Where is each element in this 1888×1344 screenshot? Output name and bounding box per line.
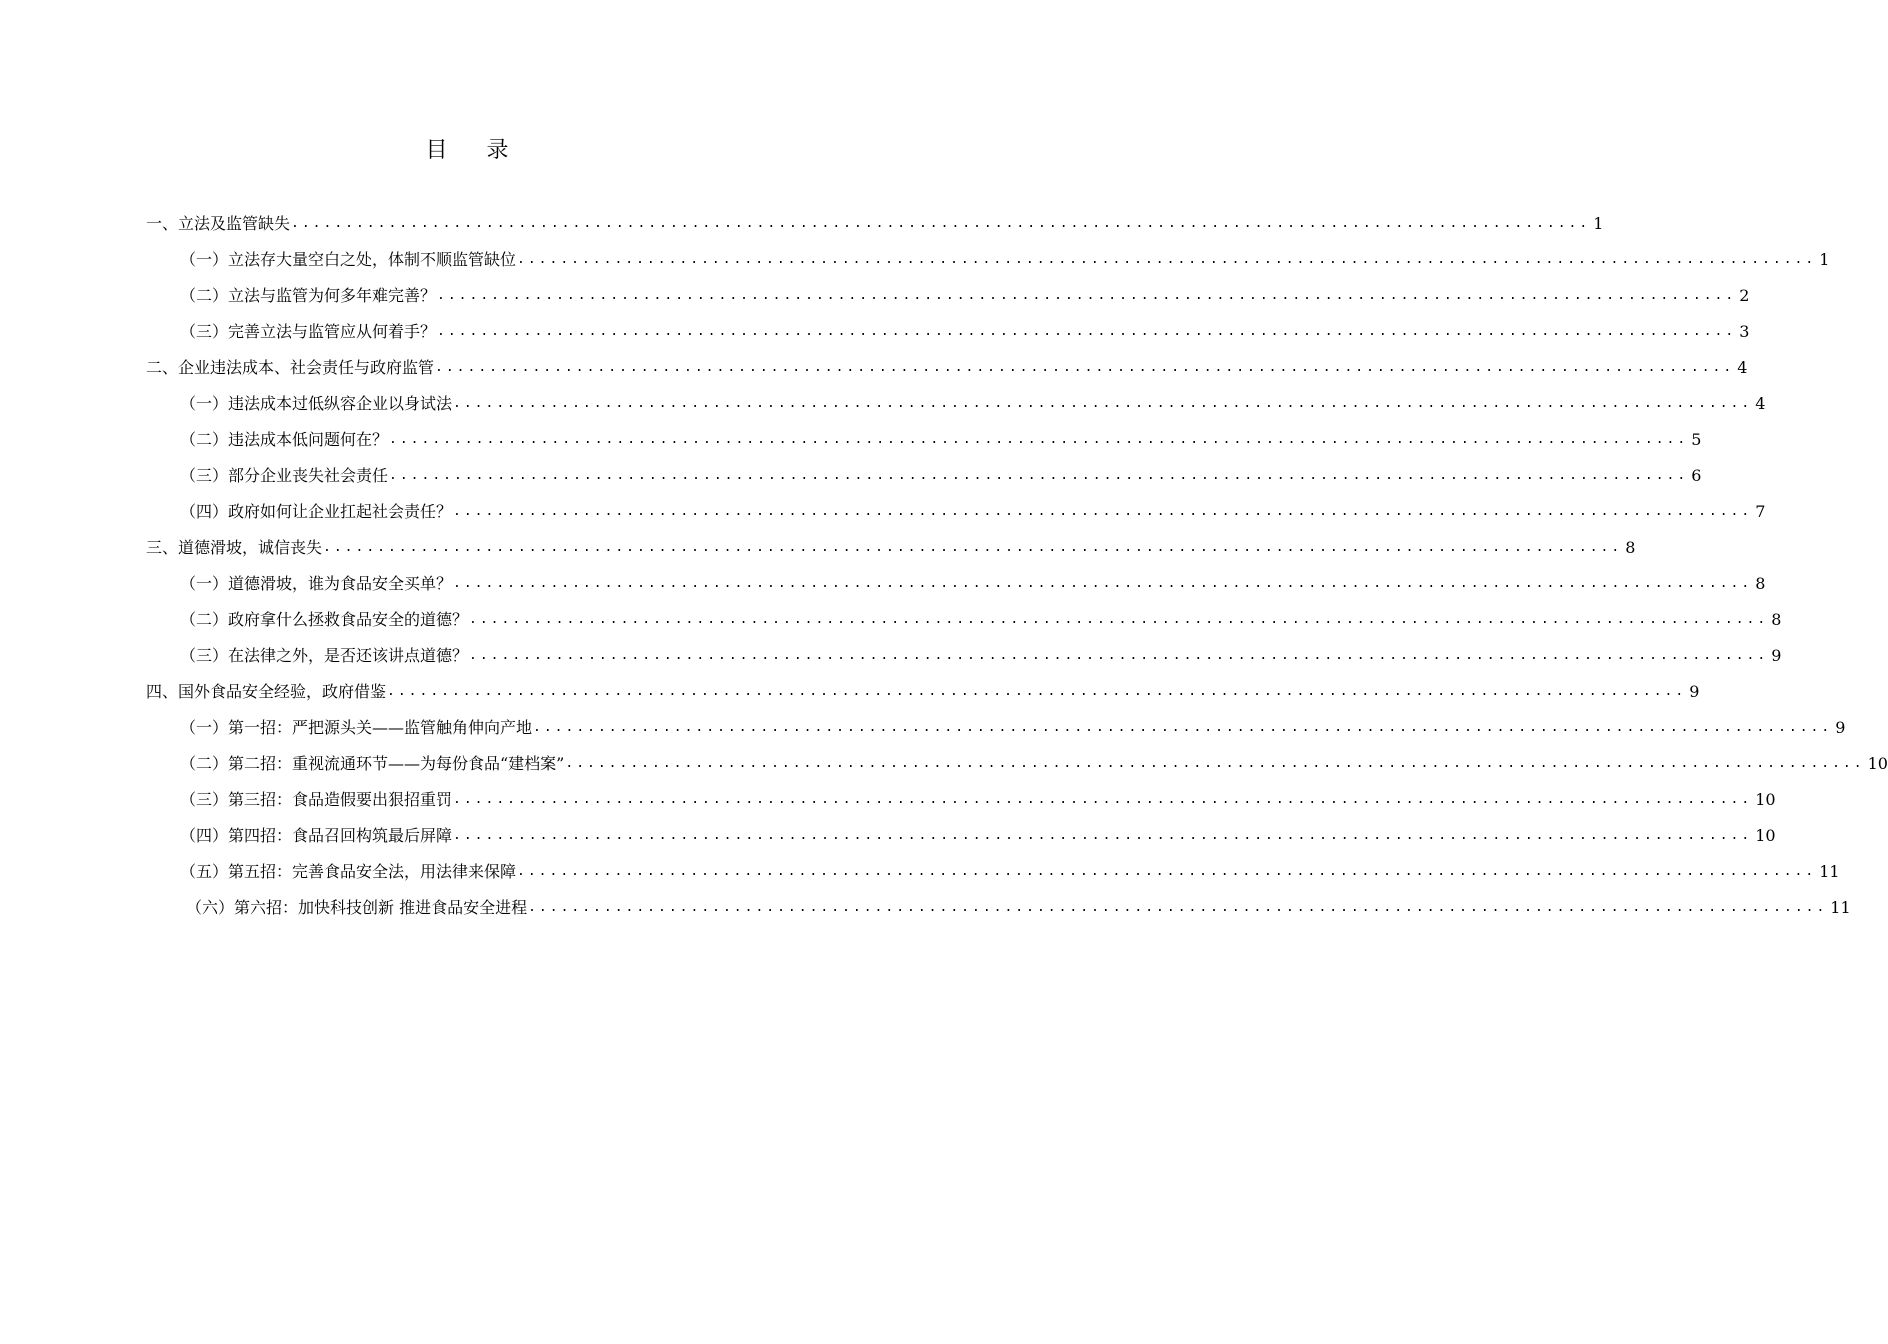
toc-page-number: 11 [1819,862,1840,881]
toc-entry[interactable] [180,283,1750,309]
toc-entry[interactable] [180,859,1840,885]
toc-entry-text: （三）第三招：食品造假要出狠招重罚 [180,790,453,809]
toc-dot-leader: ........................................................................................................................ [469,648,1769,663]
toc-entry[interactable] [180,571,1766,597]
toc-entry-text: （二）第二招：重视流通环节——为每份食品“建档案” [180,754,565,773]
toc-entry[interactable] [146,355,1748,381]
toc-dot-leader: ........................................................................................................................ [453,504,1753,519]
toc-dot-leader: ........................................................................................................................ [517,252,1817,267]
toc-dot-leader: ........................................................................................................................ [528,900,1828,915]
toc-page-number: 10 [1755,790,1776,809]
toc-dot-leader: ........................................................................................................................ [453,576,1753,591]
toc-entry[interactable] [180,823,1776,849]
toc-entry-text: （三）在法律之外，是否还该讲点道德？ [180,646,469,665]
toc-entry[interactable] [180,463,1702,489]
toc-entry-text: （一）第一招：严把源头关——监管触角伸向产地 [180,718,533,737]
toc-entry[interactable] [180,391,1766,417]
toc-entry[interactable] [180,499,1766,525]
toc-dot-leader: ........................................................................................................................ [323,540,1623,555]
toc-page-number: 9 [1689,682,1700,701]
toc-entry[interactable] [180,643,1782,669]
toc-entry-text: （二）政府拿什么拯救食品安全的道德？ [180,610,469,629]
toc-page-number: 1 [1593,214,1604,233]
toc-page-number: 8 [1625,538,1636,557]
toc-entry-text: （一）道德滑坡，谁为食品安全买单？ [180,574,453,593]
toc-dot-leader: ........................................................................................................................ [437,288,1737,303]
toc-entry-text: （四）政府如何让企业扛起社会责任？ [180,502,453,521]
toc-entry[interactable] [180,715,1846,741]
toc-entry[interactable] [180,427,1702,453]
toc-entry-text: （五）第五招：完善食品安全法，用法律来保障 [180,862,517,881]
toc-entry-text: 二、企业违法成本、社会责任与政府监管 [146,358,435,377]
toc-page-number: 9 [1771,646,1782,665]
toc-page-number: 3 [1739,322,1750,341]
toc-page-number: 2 [1739,286,1750,305]
toc-page-number: 8 [1755,574,1766,593]
toc-page-number: 8 [1771,610,1782,629]
toc-entry-text: 一、立法及监管缺失 [146,214,291,233]
toc-title: 目 录 [425,138,525,163]
toc-dot-leader: ........................................................................................................................ [453,828,1753,843]
toc-entry[interactable] [186,895,1851,921]
toc-entry-text: 四、国外食品安全经验，政府借鉴 [146,682,387,701]
toc-entry-text: （四）第四招：食品召回构筑最后屏障 [180,826,453,845]
toc-dot-leader: ........................................................................................................................ [565,756,1865,771]
toc-entry[interactable] [180,607,1782,633]
toc-entry-text: （二）违法成本低问题何在？ [180,430,389,449]
toc-page-number: 1 [1819,250,1830,269]
toc-entry[interactable] [146,535,1636,561]
toc-dot-leader: ........................................................................................................................ [389,468,1689,483]
toc-entry[interactable] [146,679,1700,705]
toc-dot-leader: ........................................................................................................................ [533,720,1833,735]
toc-page-number: 6 [1691,466,1702,485]
toc-entry[interactable] [146,211,1604,237]
toc-dot-leader: ........................................................................................................................ [291,216,1591,231]
toc-entry[interactable] [180,787,1776,813]
toc-dot-leader: ........................................................................................................................ [517,864,1817,879]
toc-dot-leader: ........................................................................................................................ [469,612,1769,627]
toc-dot-leader: ........................................................................................................................ [387,684,1687,699]
toc-dot-leader: ........................................................................................................................ [453,792,1753,807]
toc-entry-text: （一）违法成本过低纵容企业以身试法 [180,394,453,413]
toc-dot-leader: ........................................................................................................................ [437,324,1737,339]
toc-entry-text: 三、道德滑坡，诚信丧失 [146,538,323,557]
toc-entry[interactable] [180,247,1830,273]
toc-page-number: 9 [1835,718,1846,737]
toc-entry-text: （六）第六招：加快科技创新 推进食品安全进程 [186,898,528,917]
toc-page-number: 4 [1737,358,1748,377]
toc-page-number: 10 [1755,826,1776,845]
toc-entry-text: （二）立法与监管为何多年难完善？ [180,286,437,305]
toc-page-number: 7 [1755,502,1766,521]
toc-page-number: 10 [1867,754,1888,773]
toc-entry[interactable] [180,751,1888,777]
toc-dot-leader: ........................................................................................................................ [389,432,1689,447]
toc-entry-text: （三）部分企业丧失社会责任 [180,466,389,485]
toc-dot-leader: ........................................................................................................................ [435,360,1735,375]
toc-page-number: 4 [1755,394,1766,413]
toc-entry-text: （一）立法存大量空白之处，体制不顺监管缺位 [180,250,517,269]
toc-entry-text: （三）完善立法与监管应从何着手？ [180,322,437,341]
toc-page-number: 11 [1830,898,1851,917]
toc-entry[interactable] [180,319,1750,345]
toc-page-number: 5 [1691,430,1702,449]
toc-dot-leader: ........................................................................................................................ [453,396,1753,411]
